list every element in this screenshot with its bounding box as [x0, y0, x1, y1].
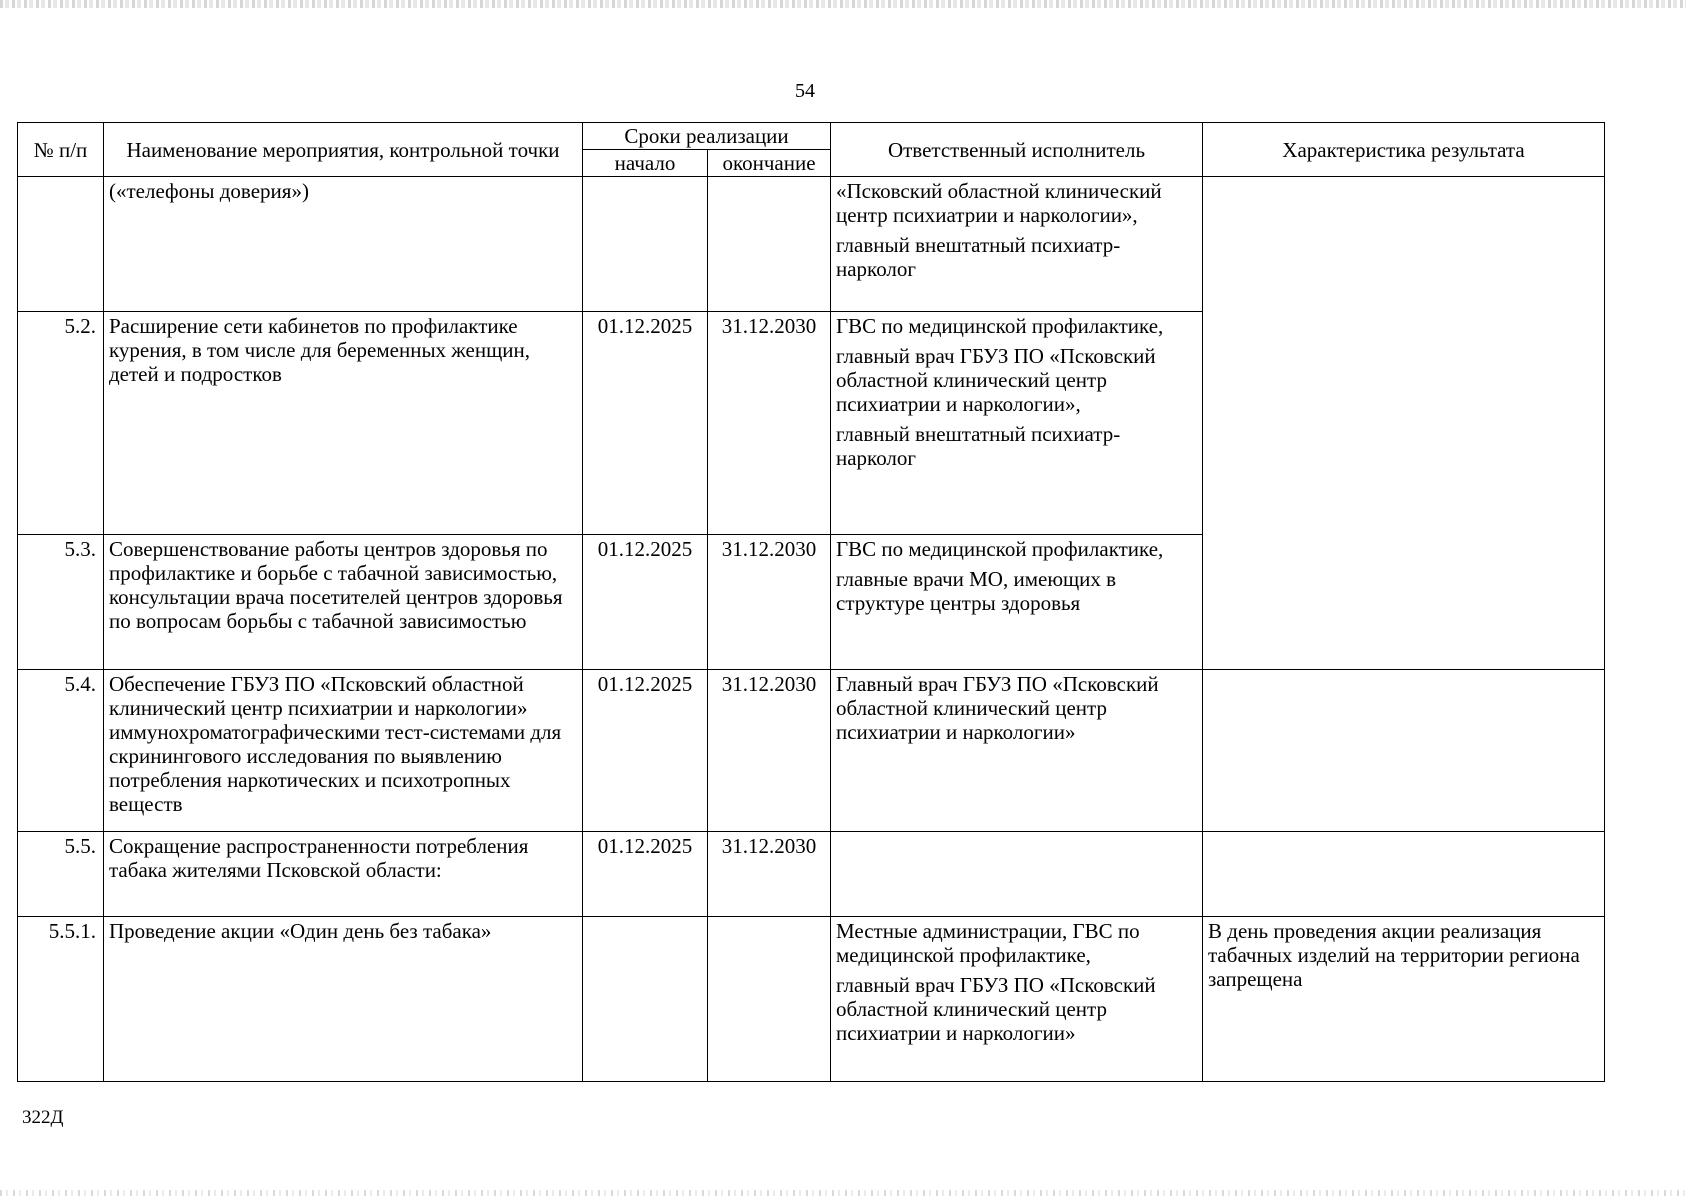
- row-result: [1203, 832, 1605, 917]
- responsible-line: ГВС по медицинской профилактике,: [836, 537, 1164, 561]
- row-num: 5.3.: [18, 535, 104, 670]
- row-responsible: [831, 917, 1203, 1082]
- table-row: [18, 177, 1605, 312]
- scan-edge-bottom: [0, 1190, 1686, 1196]
- header-name: Наименование мероприятия, контрольной точки: [104, 123, 583, 177]
- row-num: [18, 177, 104, 312]
- activities-table: [17, 122, 1605, 1082]
- responsible-line: главный врач ГБУЗ ПО «Псковский областной клинический центр психиатрии и наркологии»: [836, 973, 1156, 1045]
- row-responsible: [831, 535, 1203, 670]
- row-result: [1203, 670, 1605, 832]
- row-start: 01.12.2025: [583, 670, 708, 832]
- table-row: [18, 832, 1605, 917]
- row-num: 5.4.: [18, 670, 104, 832]
- responsible-line: Главный врач ГБУЗ ПО «Псковский областной клинический центр психиатрии и наркологии»: [836, 672, 1159, 744]
- row-name: Сокращение распространенности потребления табака жителями Псковской области:: [104, 832, 583, 917]
- responsible-line: главный внештатный психиатр-нарколог: [836, 233, 1121, 281]
- row-end: 31.12.2030: [708, 832, 831, 917]
- table-row: [18, 670, 1605, 832]
- table-header-row: [18, 123, 1605, 150]
- row-end: 31.12.2030: [708, 535, 831, 670]
- row-responsible: [831, 177, 1203, 312]
- row-num: 5.2.: [18, 312, 104, 535]
- row-end: [708, 917, 831, 1082]
- responsible-line: «Псковский областной клинический центр психиатрии и наркологии»,: [836, 179, 1162, 227]
- row-end: 31.12.2030: [708, 670, 831, 832]
- responsible-line: главные врачи МО, имеющих в структуре центры здоровья: [836, 567, 1117, 615]
- row-num: 5.5.1.: [18, 917, 104, 1082]
- row-result: [1203, 177, 1605, 670]
- row-responsible: [831, 312, 1203, 535]
- row-name: Обеспечение ГБУЗ ПО «Псковский областной клинический центр психиатрии и наркологии» иммунохроматографическими тест-системами для скринингового исследования по выявлению потребления наркотических и психотропных веществ: [104, 670, 583, 832]
- row-end: 31.12.2030: [708, 312, 831, 535]
- header-responsible: Ответственный исполнитель: [831, 123, 1203, 177]
- row-start: 01.12.2025: [583, 312, 708, 535]
- responsible-line: главный врач ГБУЗ ПО «Псковский областной клинический центр психиатрии и наркологии»,: [836, 344, 1156, 416]
- row-name: Совершенствование работы центров здоровья по профилактике и борьбе с табачной зависимостью, консультации врача посетителей центров здоровья по вопросам борьбы с табачной зависимостью: [104, 535, 583, 670]
- responsible-line: Местные администрации, ГВС по медицинской профилактике,: [836, 919, 1140, 967]
- row-start: [583, 177, 708, 312]
- row-result: В день проведения акции реализация табачных изделий на территории региона запрещена: [1203, 917, 1605, 1082]
- row-start: 01.12.2025: [583, 535, 708, 670]
- header-start: начало: [583, 150, 708, 177]
- responsible-line: главный внештатный психиатр-нарколог: [836, 422, 1121, 470]
- row-start: [583, 917, 708, 1082]
- row-name: Расширение сети кабинетов по профилактике курения, в том числе для беременных женщин, детей и подростков: [104, 312, 583, 535]
- header-num: № п/п: [18, 123, 104, 177]
- scan-edge-top: [0, 0, 1686, 8]
- table-row: [18, 917, 1605, 1082]
- header-terms: Сроки реализации: [583, 123, 831, 150]
- row-responsible: [831, 670, 1203, 832]
- row-start: 01.12.2025: [583, 832, 708, 917]
- row-end: [708, 177, 831, 312]
- responsible-line: ГВС по медицинской профилактике,: [836, 314, 1164, 338]
- header-end: окончание: [708, 150, 831, 177]
- row-num: 5.5.: [18, 832, 104, 917]
- page-number: 54: [795, 80, 815, 102]
- row-responsible: [831, 832, 1203, 917]
- header-result: Характеристика результата: [1203, 123, 1605, 177]
- row-name: («телефоны доверия»): [104, 177, 583, 312]
- row-name: Проведение акции «Один день без табака»: [104, 917, 583, 1082]
- document-code: 322Д: [22, 1107, 64, 1128]
